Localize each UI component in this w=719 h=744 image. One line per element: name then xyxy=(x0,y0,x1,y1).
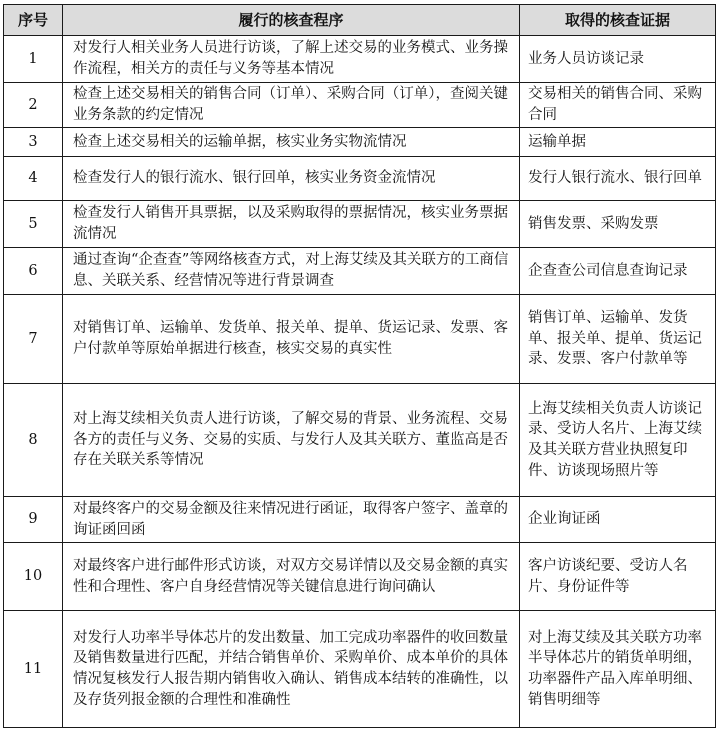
row-evidence: 企业询证函 xyxy=(520,497,716,543)
row-procedure: 对销售订单、运输单、发货单、报关单、提单、货运记录、发票、客户付款单等原始单据进行核查，核实交易的真实性 xyxy=(63,295,520,384)
row-no: 3 xyxy=(4,128,63,157)
row-evidence: 对上海艾续及其关联方功率半导体芯片的销货单明细，功率器件产品入库单明细、销售明细等 xyxy=(520,611,716,728)
row-no: 6 xyxy=(4,248,63,295)
row-procedure: 对上海艾续相关负责人进行访谈，了解交易的背景、业务流程、交易各方的责任与义务、交易的实质、与发行人及其关联方、董监高是否存在关联关系等情况 xyxy=(63,384,520,497)
row-evidence: 销售订单、运输单、发货单、报关单、提单、货运记录、发票、客户付款单等 xyxy=(520,295,716,384)
row-no: 1 xyxy=(4,36,63,83)
table-row xyxy=(4,611,716,728)
row-procedure: 对最终客户的交易金额及往来情况进行函证，取得客户签字、盖章的询证函回函 xyxy=(63,497,520,543)
row-evidence: 企查查公司信息查询记录 xyxy=(520,248,716,295)
row-evidence: 上海艾续相关负责人访谈记录、受访人名片、上海艾续及其关联方营业执照复印件、访谈现场照片等 xyxy=(520,384,716,497)
row-no: 7 xyxy=(4,295,63,384)
table-row xyxy=(4,543,716,611)
row-no: 4 xyxy=(4,157,63,201)
row-no: 9 xyxy=(4,497,63,543)
row-no: 8 xyxy=(4,384,63,497)
table-row xyxy=(4,295,716,384)
row-procedure: 对最终客户进行邮件形式访谈，对双方交易详情以及交易金额的真实性和合理性、客户自身经营情况等关键信息进行询问确认 xyxy=(63,543,520,611)
table-row xyxy=(4,248,716,295)
table-header-row xyxy=(4,5,716,36)
row-procedure: 检查上述交易相关的运输单据，核实业务实物流情况 xyxy=(63,128,520,157)
row-evidence: 客户访谈纪要、受访人名片、身份证件等 xyxy=(520,543,716,611)
row-procedure: 通过查询“企查查”等网络核查方式，对上海艾续及其关联方的工商信息、关联关系、经营情况等进行背景调查 xyxy=(63,248,520,295)
verification-table xyxy=(3,4,716,728)
row-procedure: 检查发行人销售开具票据，以及采购取得的票据情况，核实业务票据流情况 xyxy=(63,201,520,248)
row-no: 5 xyxy=(4,201,63,248)
table-row xyxy=(4,497,716,543)
table-row xyxy=(4,384,716,497)
row-evidence: 发行人银行流水、银行回单 xyxy=(520,157,716,201)
row-procedure: 检查发行人的银行流水、银行回单，核实业务资金流情况 xyxy=(63,157,520,201)
row-evidence: 交易相关的销售合同、采购合同 xyxy=(520,83,716,128)
table-row xyxy=(4,83,716,128)
row-evidence: 销售发票、采购发票 xyxy=(520,201,716,248)
row-evidence: 运输单据 xyxy=(520,128,716,157)
row-procedure: 对发行人相关业务人员进行访谈，了解上述交易的业务模式、业务操作流程，相关方的责任与义务等基本情况 xyxy=(63,36,520,83)
table-row xyxy=(4,201,716,248)
row-no: 2 xyxy=(4,83,63,128)
row-no: 10 xyxy=(4,543,63,611)
table-row xyxy=(4,128,716,157)
row-procedure: 对发行人功率半导体芯片的发出数量、加工完成功率器件的收回数量及销售数量进行匹配，并结合销售单价、采购单价、成本单价的具体情况复核发行人报告期内销售收入确认、销售成本结转的准确性，以及存货列报金额的合理性和准确性 xyxy=(63,611,520,728)
row-no: 11 xyxy=(4,611,63,728)
header-procedure: 履行的核查程序 xyxy=(63,5,520,36)
row-procedure: 检查上述交易相关的销售合同（订单）、采购合同（订单），查阅关键业务条款的约定情况 xyxy=(63,83,520,128)
row-evidence: 业务人员访谈记录 xyxy=(520,36,716,83)
table-row xyxy=(4,36,716,83)
header-no: 序号 xyxy=(4,5,63,36)
table-row xyxy=(4,157,716,201)
header-evidence: 取得的核查证据 xyxy=(520,5,716,36)
